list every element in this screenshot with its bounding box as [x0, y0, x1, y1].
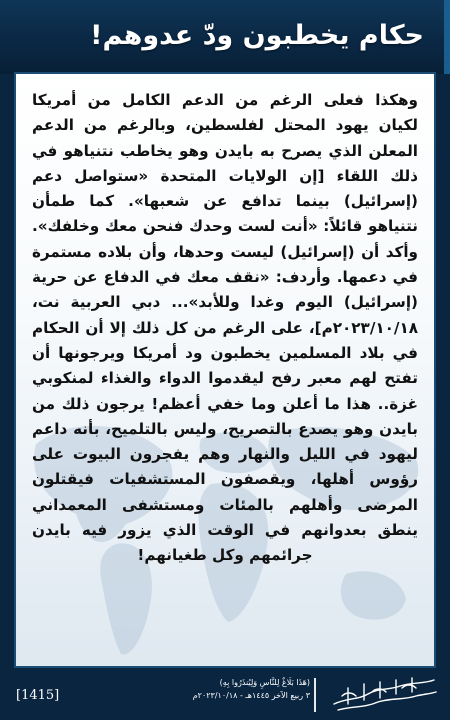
- issue-number: [1415]: [16, 688, 60, 703]
- article-panel: [14, 72, 436, 668]
- calligraphy-logo-icon: [328, 674, 440, 716]
- footer-date: ٣ ربيع الآخر ١٤٤٥هـ - ٢٠٢٣/١٠/١٨م: [192, 691, 310, 700]
- page-title: حكام يخطبون ودّ عدوهم!: [90, 20, 424, 51]
- header-accent-stripe: [444, 0, 450, 74]
- header-bar: [0, 0, 450, 74]
- footer-divider: [314, 678, 316, 712]
- article-body: وهكذا فعلى الرغم من الدعم الكامل من أمريكا لكيان يهود المحتل لفلسطين، وبالرغم من الدعم المعلن الذي يصرح به بايدن وهو يخاطب نتنياهو في ذلك اللقاء [إن الولايات المتحدة «ستواصل دعم (إسرائيل) بينما تدافع عن شعبها». كما طمأن نتنياهو قائلاً: «أنت لست وحدك فنحن معك وخلفك». وأكد أن (إسرائيل) ليست وحدها، وأن بلاده مستمرة في دعمها. وأردف: «نقف معك في الدفاع عن حرية (إسرائيل) اليوم وغدا وللأبد»... دبي العربية نت، ٢٠٢٣/١٠/١٨م]، على الرغم من كل ذلك إلا أن الحكام في بلاد المسلمين يخطبون ود أمريكا ويرجونها أن تفتح لهم معبر رفح ليقدموا الدواء والغذاء لمنكوبي غزة.. هذا ما أعلن وما خفي أعظم! يرجون ذلك من بايدن وهو يصدع بالتصريح، وليس بالتلميح، بأنه داعم ليهود في الليل والنهار وهم يفجرون البيوت على رؤوس أهلها، ويقصفون المستشفيات فيقتلون المرضى وأهلهم بالمئات ومستشفى المعمداني ينطق بعدوانهم في الوقت الذي يزور فيه بايدن جرائمهم وكل طغيانهم!: [32, 91, 418, 565]
- footer-quote: (هَذَا بَلَاغٌ لِلنَّاسِ وَلِيُنذَرُوا بِهِ): [219, 678, 310, 687]
